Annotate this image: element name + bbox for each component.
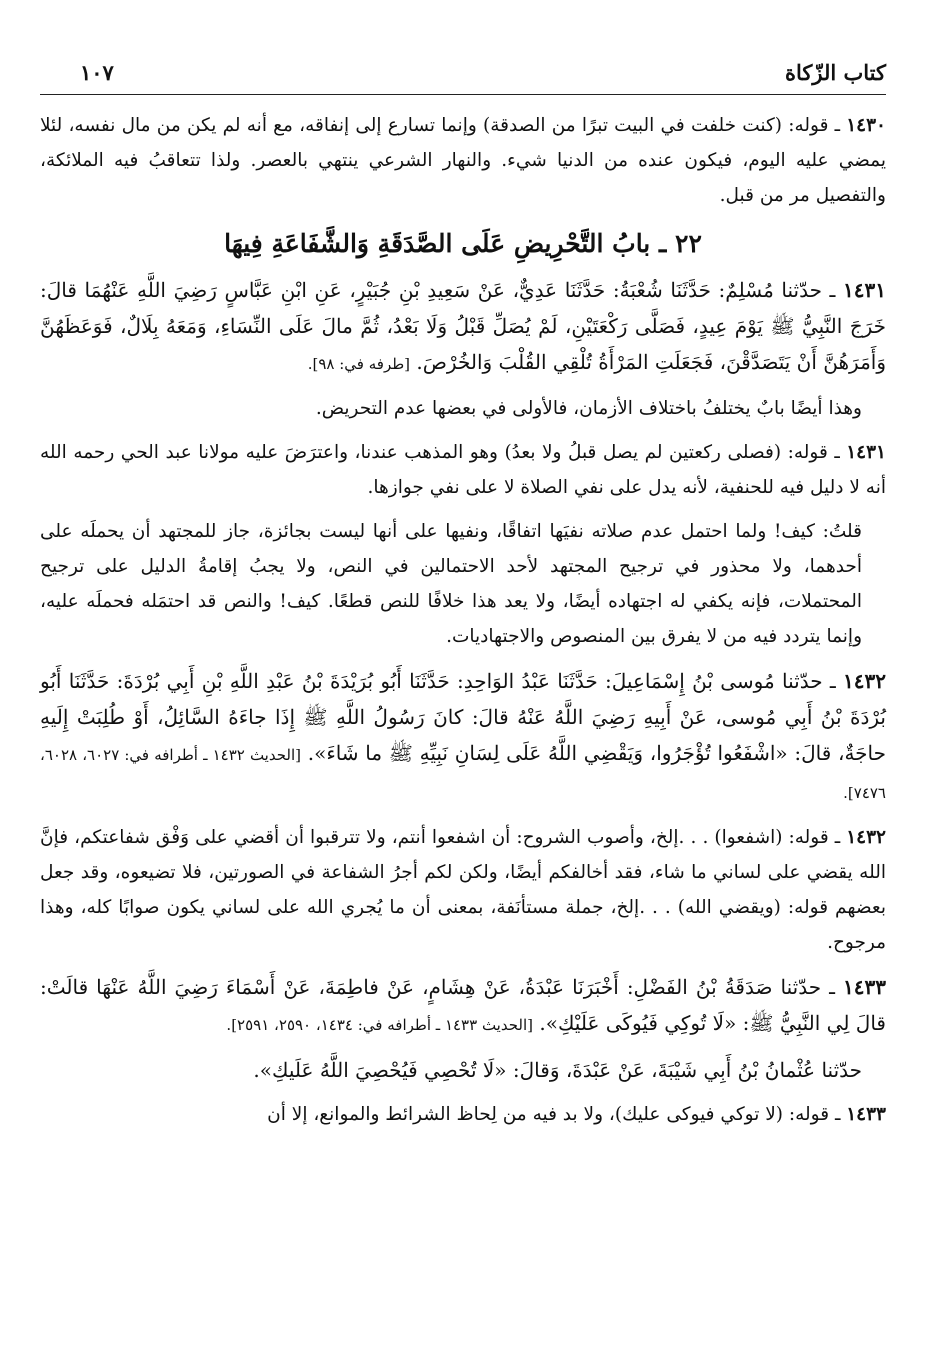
commentary-text: ـ قوله: (لا توكي فيوكى عليك)، ولا بد فيه من لِحاظ الشرائط والموانع، إلا أن — [267, 1104, 847, 1125]
commentary-1432 — [40, 820, 886, 960]
running-title: كتاب الزّكاة — [784, 60, 886, 85]
commentary-1433 — [40, 1097, 886, 1132]
hadith-1433-variant: حدّثنا عُثْمانُ بْنُ أَبِي شَيْبَةَ، عَنْ عَبْدَةَ، وَقالَ: «لَا تُحْصِي فَيُحْصِيَ اللَّهُ عَلَيكِ». — [253, 1058, 862, 1082]
hadith-text: ـ حدّثنا صَدَقَةُ بْنُ الفَضْلِ: أَخْبَرَنَا عَبْدَةُ، عَنْ هِشَامٍ، عَنْ فاطِمَةَ، عَنْ أَسْمَاءَ رَضِيَ اللَّهُ عَنْهَا قالَتْ: قالَ لِي النَّبِيُّ ﷺ: «لَا تُوكِي فَيُوكَى عَلَيْكِ». — [40, 975, 886, 1035]
hadith-cross-reference: [الحديث ١٤٣٢ ـ أطرافه في: ٦٠٢٧، ٦٠٢٨، ٧٤٧٦]. — [40, 746, 886, 802]
hadith-number: ١٤٣٠ — [846, 115, 886, 136]
hadith-number: ١٤٣٢ — [843, 669, 886, 693]
hadith-1433 — [40, 969, 886, 1043]
commentary-text: ـ قوله: (فصلى ركعتين لم يصل قبلُ ولا بعدُ) وهو المذهب عندنا، واعترَضَ عليه مولانا عبد الحي رحمه الله أنه لا دليل فيه للحنفية، لأنه يدل على نفي الصلاة لا على نفي جوازها. — [40, 442, 886, 498]
hadith-cross-reference: [الحديث ١٤٣٣ ـ أطرافه في: ١٤٣٤، ٢٥٩٠، ٢٥٩١]. — [226, 1016, 533, 1034]
hadith-1432 — [40, 663, 886, 811]
commentary-note: وهذا أيضًا بابٌ يختلفُ باختلاف الأزمان، فالأولى في بعضها عدم التحريض. — [315, 398, 862, 419]
hadith-number: ١٤٣١ — [843, 278, 886, 302]
hadith-number: ١٤٣١ — [846, 442, 886, 463]
commentary-1430 — [40, 108, 886, 213]
hadith-number: ١٤٣٣ — [846, 1104, 886, 1125]
hadith-cross-reference: [طرفه في: ٩٨]. — [307, 355, 411, 373]
page-number: ١٠٧ — [80, 60, 114, 85]
page-header — [40, 58, 886, 95]
hadith-text: ـ حدّثنا مُوسى بْنُ إِسْمَاعِيلَ: حَدَّثَنَا عَبْدُ الوَاحِدِ: حَدَّثَنَا أَبُو بُرَيْدَةَ بْنُ عَبْدِ اللَّهِ بْنِ أَبِي بُرْدَةَ: حَدَّثَنَا أَبُو بُرْدَةَ بْنُ أَبِي مُوسى، عَنْ أَبِيهِ رَضِيَ اللَّهُ عَنْهُ قالَ: كانَ رَسُولُ اللَّهِ ﷺ إِذَا جاءَهُ السَّائِلُ، أَوْ طُلِبَتْ إِلَيهِ حاجَةٌ، قالَ: «اشْفَعُوا تُؤْجَرُوا، وَيَقْضِي اللَّهُ عَلَى لِسَانِ نَبِيِّهِ ﷺ ما شَاءَ». — [40, 669, 886, 765]
commentary-1431 — [40, 435, 886, 505]
page-content — [40, 108, 886, 1141]
hadith-1431 — [40, 272, 886, 382]
hadith-number: ١٤٣٢ — [846, 827, 886, 848]
chapter-title: ٢٢ ـ بابُ التَّحْرِيضِ عَلَى الصَّدَقَةِ وَالشَّفَاعَةِ فِيهَا — [224, 229, 702, 258]
commentary-text: ـ قوله: (اشفعوا) . . .إلخ، وأصوب الشروح: أن اشفعوا أنتم، ولا تترقبوا أن أقضي على وَفْق شفاعتكم، فإنَّ الله يقضي على لساني ما شاء، فقد أخالفكم أيضًا، ولكن لكم أجرُ الشفاعة في الصورتين، فلا تضيعوه، وقد جعل بعضهم قوله: (ويقضي الله) . . .إلخ، جملة مستأنَفة، بمعنى أن ما يُجري الله على لساني يكون صوابًا كله، وهذا مرجوح. — [40, 827, 886, 953]
hadith-number: ١٤٣٣ — [843, 975, 886, 999]
hadith-text: ـ حدّثنا مُسْلِمٌ: حَدَّثَنَا شُعْبَةُ: حَدَّثَنَا عَدِيٌّ، عَنْ سَعِيدِ بْنِ جُبَيْرٍ، عَنِ ابْنِ عَبَّاسٍ رَضِيَ اللَّهِ عَنْهُمَا قالَ: خَرَجَ النَّبِيُّ ﷺ يَوْمَ عِيدٍ، فَصَلَّى رَكْعَتَيْنِ، لَمْ يُصَلِّ قَبْلُ وَلَا بَعْدُ، ثُمَّ مالَ عَلَى النِّسَاءِ، وَمَعَهُ بِلَالٌ، فَوَعَظَهُنَّ وَأَمَرَهُنَّ أَنْ يَتَصَدَّقْنَ، فَجَعَلَتِ المَرْأَةُ تُلْقِي القُلْبَ وَالخُرْصَ. — [40, 278, 886, 374]
commentary-text: ـ قوله: (كنت خلفت في البيت تبرًا من الصدقة) وإنما تسارع إلى إنفاقه، مع أنه لم يكن من مال نفسه، لئلا يمضي عليه اليوم، فيكون عنده من الدنيا شيء. والنهار الشرعي ينتهي بالعصر. ولذا تتعاقبُ فيه الملائكة، والتفصيل مر من قبل. — [40, 115, 886, 206]
commentary-reply: قلتُ: كيف! ولما احتمل عدم صلاته نفيَها اتفاقًا، ونفيها على أنها ليست بجائزة، جاز للمجتهد أن يحملَه على أحدهما، ولا محذور في ترجيح المجتهد لأحد الاحتمالين في النص، ولا يجبُ إقامةُ الدليل على ترجيح المحتملات، فإنه يكفي له اجتهاده أيضًا، ولا يعد هذا خلافًا للنص قطعًا. كيف! والنص قد احتمَله فحملَه عليه، وإنما يتردد فيه من لا يفرق بين المنصوص والاجتهاديات. — [40, 521, 862, 647]
